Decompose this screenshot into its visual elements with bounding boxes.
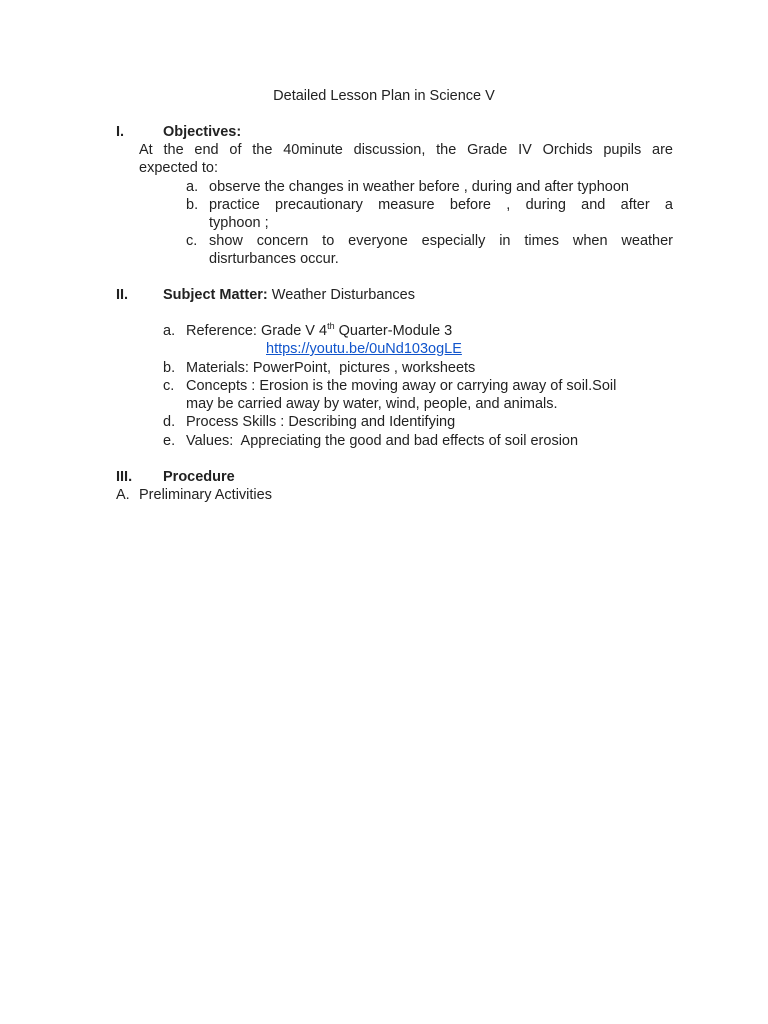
subject-marker-b: b. — [163, 360, 176, 376]
section-heading-objectives: Objectives: — [163, 124, 242, 140]
materials-line: Materials: PowerPoint, pictures , worksheets — [186, 360, 476, 376]
section-heading-subject-matter: Subject Matter: — [163, 287, 268, 303]
objectives-intro-line-1: At the end of the 40minute discussion, the Grade IV Orchids pupils are — [139, 142, 673, 158]
reference-prefix: Reference: Grade V 4 — [186, 323, 328, 339]
page-title: Detailed Lesson Plan in Science V — [273, 88, 495, 104]
objective-b-line-2: typhoon ; — [209, 215, 269, 231]
section-numeral-procedure: III. — [116, 469, 133, 485]
reference-superscript: th — [327, 321, 335, 332]
objective-b-line-1: practice precautionary measure before , during and after a — [209, 197, 673, 213]
procedure-marker-a: A. — [116, 487, 130, 503]
concepts-line-1: Concepts : Erosion is the moving away or carrying away of soil.Soil — [186, 378, 617, 394]
reference-video-link[interactable]: https://youtu.be/0uNd103ogLE — [266, 341, 462, 357]
values-line: Values: Appreciating the good and bad effects of soil erosion — [186, 433, 579, 449]
objective-marker-c: c. — [186, 233, 198, 249]
process-skills-line: Process Skills : Describing and Identifying — [186, 414, 456, 430]
objective-marker-a: a. — [186, 179, 199, 195]
objective-a-line-1: observe the changes in weather before , during and after typhoon — [209, 179, 629, 195]
reference-suffix: Quarter-Module 3 — [334, 323, 453, 339]
section-numeral-subject-matter: II. — [116, 287, 129, 303]
concepts-line-2: may be carried away by water, wind, people, and animals. — [186, 396, 558, 412]
objective-c-line-2: disrturbances occur. — [209, 251, 339, 267]
subject-marker-a: a. — [163, 323, 176, 339]
section-heading-subject-matter-row — [163, 286, 415, 304]
objective-c-line-1: show concern to everyone especially in times when weather — [209, 233, 673, 249]
objectives-intro-line-2: expected to: — [139, 160, 218, 176]
section-heading-procedure: Procedure — [163, 469, 235, 485]
section-numeral-objectives: I. — [116, 124, 125, 140]
subject-marker-c: c. — [163, 378, 175, 394]
subject-matter-topic: Weather Disturbances — [271, 287, 415, 303]
preliminary-activities-heading: Preliminary Activities — [139, 487, 272, 503]
reference-link-row — [266, 340, 462, 358]
subject-marker-e: e. — [163, 433, 176, 449]
subject-marker-d: d. — [163, 414, 176, 430]
objective-marker-b: b. — [186, 197, 199, 213]
reference-line — [186, 322, 452, 340]
